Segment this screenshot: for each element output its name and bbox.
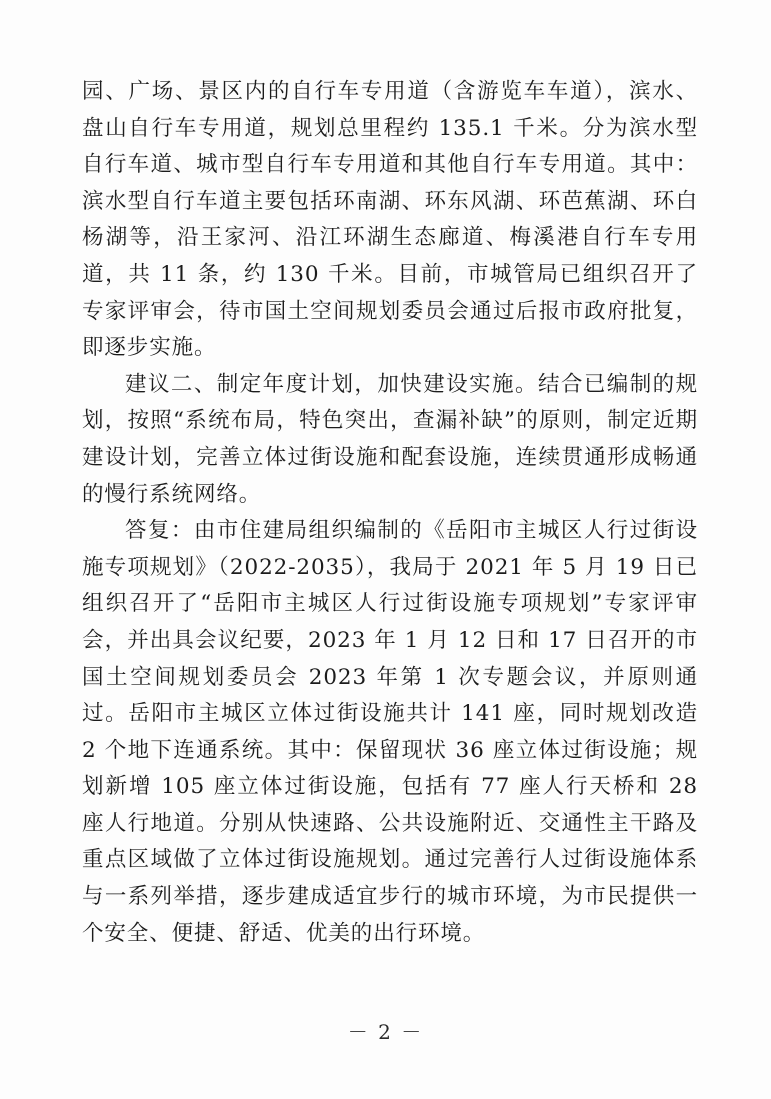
paragraph-bike-lanes-continued: 园、广场、景区内的自行车专用道（含游览车车道），滨水、盘山自行车专用道，规划总里程约 135.1 千米。分为滨水型自行车道、城市型自行车专用道和其他自行车专用道。其中：滨水型自行车道主要包括环南湖、环东风湖、环芭蕉湖、环白杨湖等，沿王家河、沿江环湖生态廊道、梅溪港自行车专用道，共 11 条，约 130 千米。目前，市城管局已组织召开了专家评审会，待市国土空间规划委员会通过后报市政府批复，即逐步实施。	[82, 79, 698, 361]
page-number: － 2 －	[347, 1020, 424, 1044]
document-body	[82, 74, 698, 952]
paragraph-reply: 答复：由市住建局组织编制的《岳阳市主城区人行过街设施专项规划》（2022-2035），我局于 2021 年 5 月 19 日已组织召开了“岳阳市主城区人行过街设施专项规划”专家评审会，并出具会议纪要，2023 年 1 月 12 日和 17 日召开的市国土空间规划委员会 2023 年第 1 次专题会议，并原则通过。岳阳市主城区立体过街设施共计 141 座，同时规划改造 2 个地下连通系统。其中：保留现状 36 座立体过街设施；规划新增 105 座立体过街设施，包括有 77 座人行天桥和 28 座人行地道。分别从快速路、公共设施附近、交通性主干路及重点区域做了立体过街设施规划。通过完善行人过街设施体系与一系列举措，逐步建成适宜步行的城市环境，为市民提供一个安全、便捷、舒适、优美的出行环境。	[82, 518, 698, 946]
paragraph-suggestion-two: 建议二、制定年度计划，加快建设实施。结合已编制的规划，按照“系统布局，特色突出，查漏补缺”的原则，制定近期建设计划，完善立体过街设施和配套设施，连续贯通形成畅通的慢行系统网络。	[82, 371, 698, 507]
